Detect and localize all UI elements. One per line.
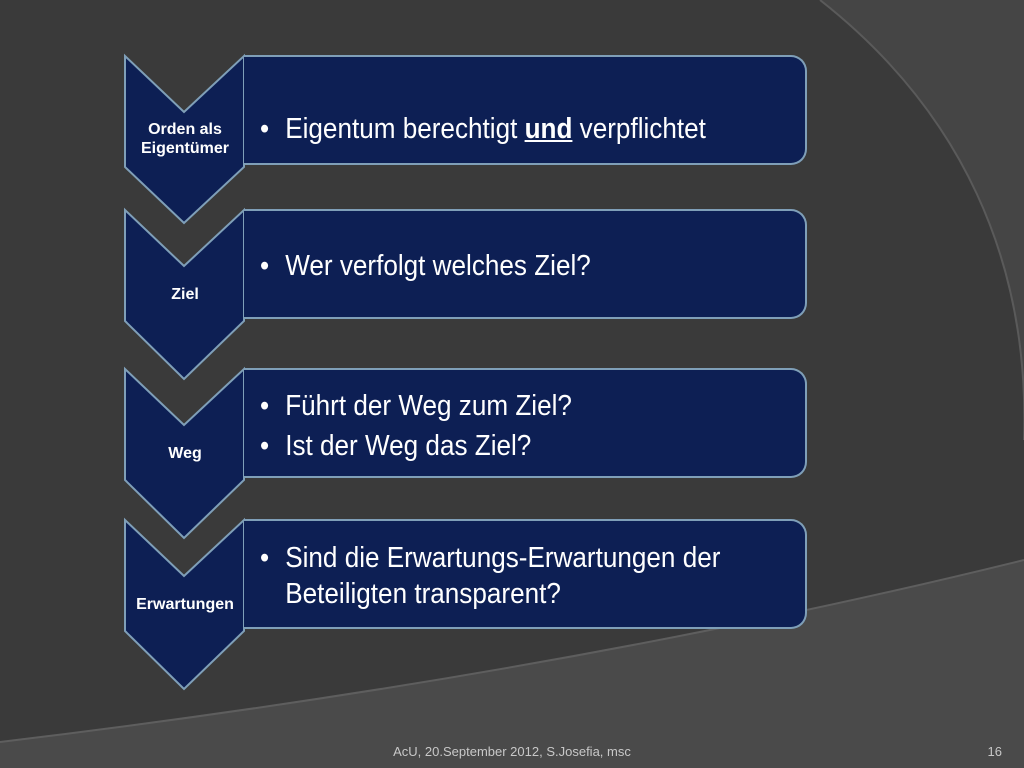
content-box [244, 55, 807, 165]
bullet-item: • Führt der Weg zum Ziel? [260, 388, 738, 424]
content-box [244, 519, 807, 629]
row-label: Ziel [171, 286, 199, 303]
content-box [244, 209, 807, 319]
page-number: 16 [987, 744, 1002, 759]
bullet-item: • Eigentum berechtigt und verpflichtet [260, 111, 738, 147]
row-label: Erwartungen [136, 596, 234, 613]
bullet-item: • Sind die Erwartungs-Erwartungen der [260, 540, 738, 576]
content-box [244, 368, 807, 478]
row-label: Weg [168, 445, 202, 462]
footer-text: AcU, 20.September 2012, S.Josefia, msc [393, 744, 631, 759]
bullet-item: • Wer verfolgt welches Ziel? [260, 248, 738, 284]
row-label: Orden als Eigentümer [140, 121, 229, 157]
bullet-item: • Ist der Weg das Ziel? [260, 428, 738, 464]
bullet-item-continuation: Beteiligten transparent? [285, 578, 561, 610]
